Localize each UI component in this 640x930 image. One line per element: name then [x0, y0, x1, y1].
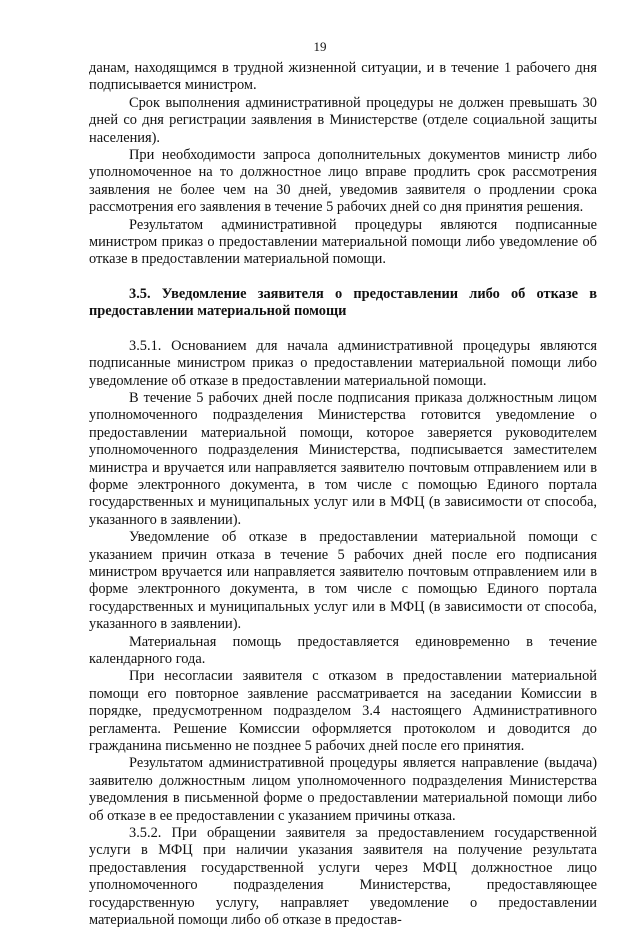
page-number: 19 [313, 39, 327, 54]
page-content [89, 60, 597, 930]
paragraph-notification-refusal: Уведомление об отказе в предоставлении материальной помощи с указанием причин отказа в течение 5 рабочих дней после его подписания министром вручается или направляется заявителю почтовым отправлением или в форме электронного документа, в том числе с помощью Единого портала государственных и муниципальных услуг или в МФЦ (в зависимости от способа, указанного в заявлении). [89, 529, 597, 633]
spacer [89, 321, 597, 338]
paragraph-term-extension: При необходимости запроса дополнительных документов министр либо уполномоченное на то должностное лицо вправе продлить срок рассмотрения заявления не более чем на 30 дней, уведомив заявителя о продлении срока рассмотрения его заявления в течение 5 рабочих дней со дня принятия решения. [89, 147, 597, 216]
paragraph-one-time-aid: Материальная помощь предоставляется единовременно в течение календарного года. [89, 633, 597, 667]
spacer [89, 269, 597, 286]
paragraph-disagreement: При несогласии заявителя с отказом в предоставлении материальной помощи его повторное заявление рассматривается на заседании Комиссии в порядке, предусмотренном подразделом 3.4 настоящего Административного регламента. Решение Комиссии оформляется протоколом и доводится до гражданина письменно не позднее 5 рабочих дней после его принятия. [89, 668, 597, 755]
paragraph-3-5-1: 3.5.1. Основанием для начала административной процедуры являются подписанные министром приказ о предоставлении материальной помощи либо уведомление об отказе в предоставлении материальной помощи. [89, 337, 597, 389]
paragraph-continuation: данам, находящимся в трудной жизненной ситуации, и в течение 1 рабочего дня подписывается министром. [89, 60, 597, 94]
paragraph-3-5-2: 3.5.2. При обращении заявителя за предоставлением государственной услуги в МФЦ при наличии указания заявителя на получение результата предоставления государственной услуги через МФЦ должностное лицо уполномоченного подразделения Министерства, предоставляющее государственную услугу, направляет уведомление о предоставлении материальной помощи либо об отказе в предостав- [89, 825, 597, 929]
paragraph-procedure-result: Результатом административной процедуры являются подписанные министром приказ о предоставлении материальной помощи либо уведомление об отказе в предоставлении материальной помощи. [89, 216, 597, 268]
paragraph-notification-grant: В течение 5 рабочих дней после подписания приказа должностным лицом уполномоченного подразделения Министерства готовится уведомление о предоставлении материальной помощи, которое заверяется руководителем уполномоченного подразделения Министерства, подписывается заместителем министра и вручается или направляется заявителю почтовым отправлением или в форме электронного документа, в том числе с помощью Единого портала государственных и муниципальных услуг или в МФЦ (в зависимости от способа, указанного в заявлении). [89, 389, 597, 528]
paragraph-result-delivery: Результатом административной процедуры является направление (выдача) заявителю должностным лицом уполномоченного подразделения Министерства уведомления в письменной форме о предоставлении материальной помощи либо об отказе в ее предоставлении с указанием причины отказа. [89, 755, 597, 824]
paragraph-procedure-deadline: Срок выполнения административной процедуры не должен превышать 30 дней со дня регистрации заявления в Министерстве (отделе социальной защиты населения). [89, 94, 597, 146]
section-heading: 3.5. Уведомление заявителя о предоставлении либо об отказе в предоставлении материальной помощи [89, 285, 597, 320]
